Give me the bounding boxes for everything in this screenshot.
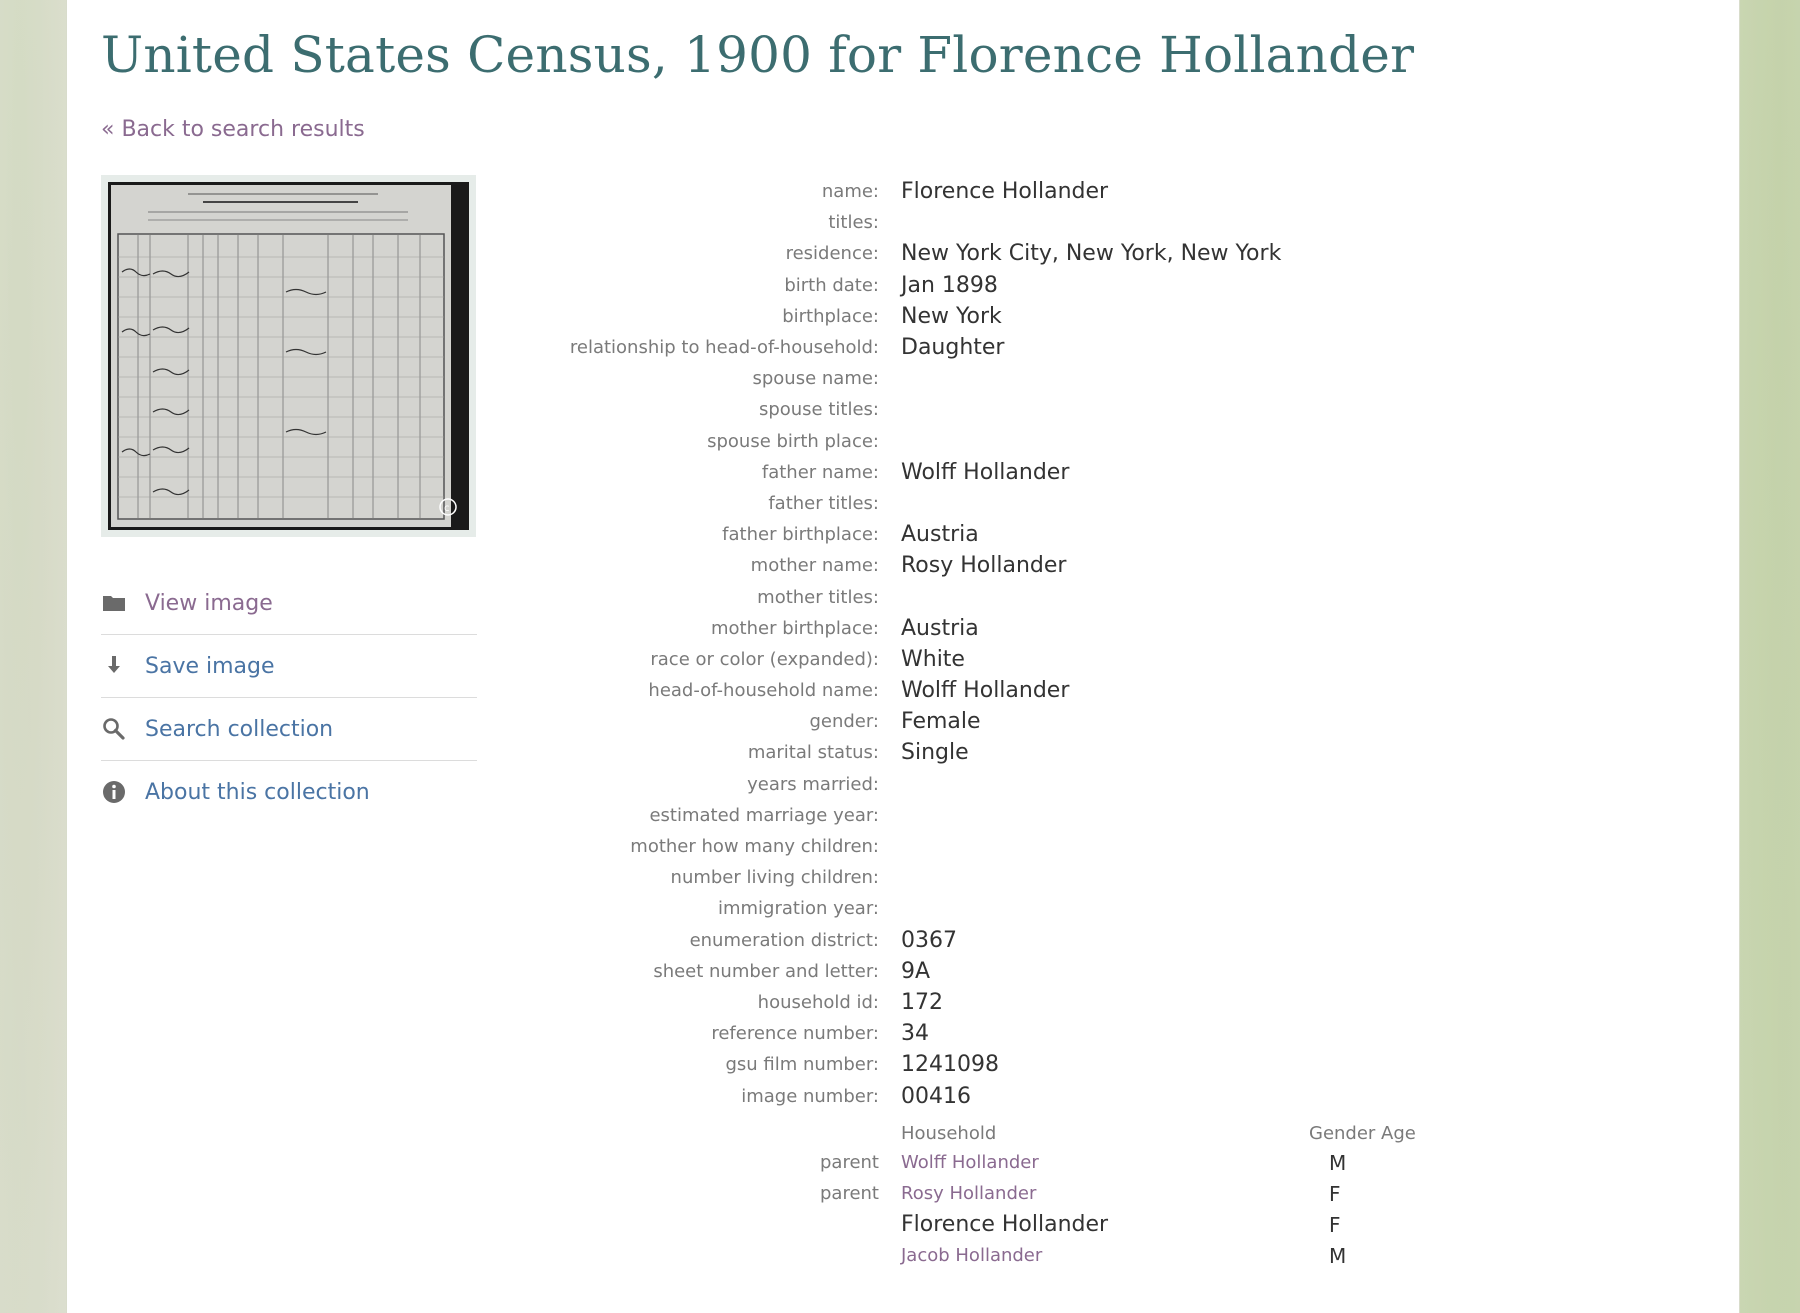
fact-label: residence: [785,243,879,265]
fact-row [407,987,1407,1018]
fact-row [407,363,1407,394]
fact-row [407,394,1407,425]
household-member-gender: M [1329,1150,1347,1175]
fact-row [407,956,1407,987]
fact-row [407,207,1407,238]
household-member-row [407,1178,1507,1209]
fact-label: birth date: [784,274,879,296]
page-content [66,0,1740,1313]
fact-row [407,270,1407,301]
fact-label: head-of-household name: [648,680,879,702]
fact-label: years married: [747,773,879,795]
household-member-link[interactable]: Wolff Hollander [901,1152,1039,1173]
household-member-gender: M [1329,1243,1347,1268]
fact-row [407,862,1407,893]
save-image-label: Save image [145,653,275,679]
household-member-gender: F [1329,1181,1341,1206]
fact-label: image number: [741,1085,879,1107]
fact-row [407,800,1407,831]
fact-value: Jan 1898 [901,272,998,298]
fact-value: Single [901,740,969,766]
fact-label: race or color (expanded): [650,648,879,670]
search-icon [101,716,127,742]
fact-label: father name: [761,461,879,483]
household-member-gender: F [1329,1212,1341,1237]
fact-label: spouse name: [752,368,879,390]
household-member-row [407,1147,1507,1178]
household-table [407,1119,1507,1271]
fact-row [407,831,1407,862]
fact-row [407,706,1407,737]
fact-value: Daughter [901,335,1005,361]
fact-row [407,301,1407,332]
fact-value: New York City, New York, New York [901,241,1282,267]
fact-value: New York [901,303,1002,329]
fact-label: gsu film number: [725,1054,879,1076]
record-facts [407,176,1407,1112]
download-icon [101,653,127,679]
fact-label: father birthplace: [722,524,879,546]
fact-row [407,426,1407,457]
fact-row [407,893,1407,924]
fact-row [407,737,1407,768]
fact-value: Rosy Hollander [901,553,1067,579]
fact-label: estimated marriage year: [649,804,879,826]
about-collection-label: About this collection [145,779,370,805]
fact-value: 172 [901,989,943,1015]
fact-value: Wolff Hollander [901,459,1070,485]
fact-label: mother birthplace: [711,617,879,639]
fact-row [407,519,1407,550]
folder-icon [101,590,127,616]
household-member-row [407,1209,1507,1240]
fact-value: 00416 [901,1083,971,1109]
fact-value: Wolff Hollander [901,678,1070,704]
fact-value: Female [901,709,981,735]
fact-row [407,332,1407,363]
fact-label: name: [821,181,879,203]
fact-label: mother titles: [757,586,879,608]
household-member-link[interactable]: Jacob Hollander [901,1245,1043,1266]
household-member-link[interactable]: Rosy Hollander [901,1183,1037,1204]
fact-label: spouse birth place: [707,430,879,452]
fact-label: immigration year: [717,898,879,920]
fact-row [407,457,1407,488]
fact-label: mother how many children: [630,836,879,858]
fact-value: Austria [901,615,979,641]
fact-label: household id: [757,991,879,1013]
fact-label: father titles: [768,492,879,514]
fact-label: marital status: [747,742,879,764]
fact-row [407,925,1407,956]
fact-row [407,550,1407,581]
svg-text:c: c [444,503,450,514]
fact-row [407,581,1407,612]
info-icon [101,779,127,805]
household-member-name-current: Florence Hollander [901,1212,1109,1237]
fact-row [407,675,1407,706]
back-to-search-results-link[interactable]: « Back to search results [101,117,365,142]
gender-age-column-header: Gender Age [1309,1122,1416,1144]
fact-value: 0367 [901,927,957,953]
fact-row [407,613,1407,644]
fact-row [407,644,1407,675]
fact-value: Austria [901,522,979,548]
fact-label: relationship to head-of-household: [569,337,879,359]
household-column-header: Household [901,1122,997,1144]
background-left [0,0,66,1313]
page-title: United States Census, 1900 for Florence Hollander [101,26,1415,84]
fact-row [407,488,1407,519]
fact-label: birthplace: [782,305,879,327]
fact-value: White [901,646,965,672]
fact-row [407,238,1407,269]
fact-row [407,1080,1407,1111]
background-right [1740,0,1800,1313]
fact-row [407,1018,1407,1049]
view-image-label: View image [145,590,273,616]
fact-value: 34 [901,1021,929,1047]
fact-label: sheet number and letter: [653,960,879,982]
fact-row [407,769,1407,800]
fact-label: enumeration district: [689,929,879,951]
fact-label: number living children: [670,867,879,889]
fact-label: mother name: [750,555,879,577]
fact-label: gender: [809,711,879,733]
household-member-row [407,1240,1507,1271]
search-collection-label: Search collection [145,716,334,742]
fact-value: Florence Hollander [901,179,1109,205]
fact-value: 1241098 [901,1052,999,1078]
fact-value: 9A [901,958,931,984]
fact-label: spouse titles: [758,399,879,421]
fact-label: titles: [828,212,879,234]
fact-label: reference number: [711,1023,879,1045]
fact-row [407,1049,1407,1080]
household-header [407,1119,1507,1147]
fact-row [407,176,1407,207]
household-relation: parent [819,1152,879,1173]
household-relation: parent [819,1183,879,1204]
